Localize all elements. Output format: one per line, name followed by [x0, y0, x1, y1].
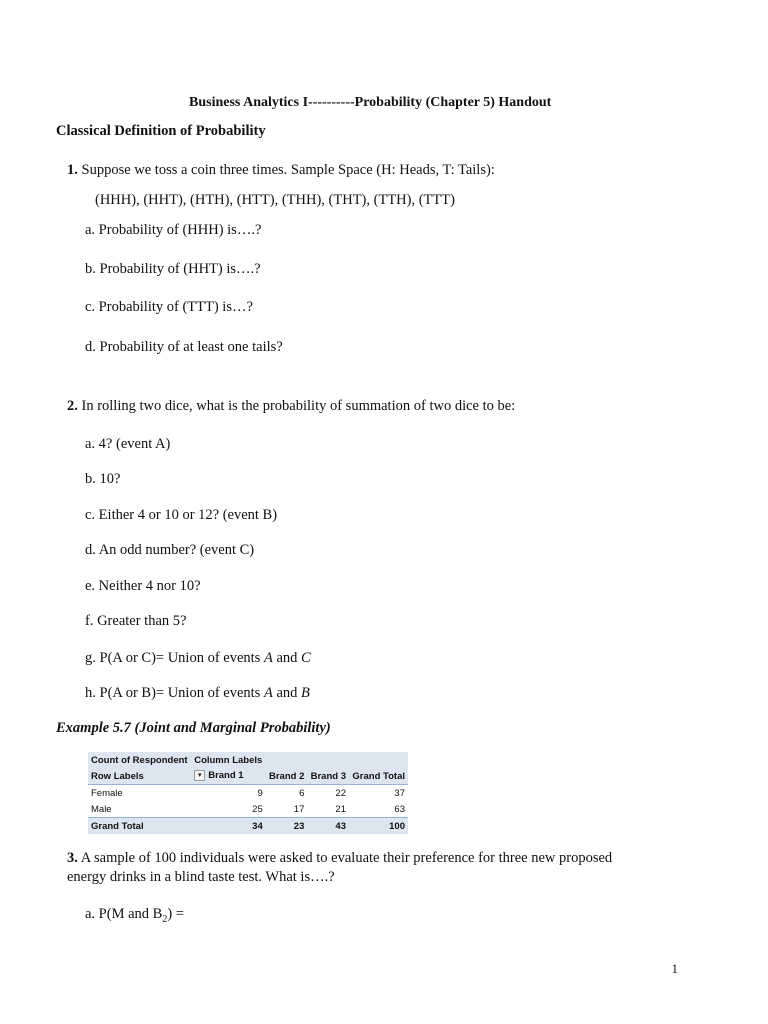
question-2 — [67, 398, 515, 415]
question-2-item — [85, 685, 310, 702]
brand-1-header — [191, 768, 266, 785]
column-labels-text: Column Labels — [194, 754, 263, 766]
row-labels-cell — [88, 768, 191, 785]
question-2-item: c. Either 4 or 10 or 12? (event B) — [85, 507, 278, 523]
item-text: h. P(A or B)= Union of events — [85, 685, 264, 701]
cell: 34 — [191, 818, 266, 835]
header-text: Brand 1 — [208, 770, 244, 782]
pivot-header-row — [88, 752, 408, 768]
brand-2-header: Brand 2 — [266, 768, 308, 785]
question-1-text: Suppose we toss a coin three times. Sample Space (H: Heads, T: Tails): — [81, 162, 495, 178]
item-text: g. P(A or C)= Union of events — [85, 650, 264, 666]
question-2-item: e. Neither 4 nor 10? — [85, 578, 201, 594]
cell: 23 — [266, 818, 308, 835]
pivot-subheader-row — [88, 768, 408, 785]
cell: 43 — [307, 818, 349, 835]
question-3-number: 3. — [67, 850, 78, 866]
question-1-item: b. Probability of (HHT) is….? — [85, 261, 261, 277]
row-label: Grand Total — [88, 818, 191, 835]
column-labels-cell[interactable] — [191, 752, 266, 768]
row-label: Female — [91, 787, 123, 799]
question-1 — [67, 162, 495, 179]
grand-total-header: Grand Total — [349, 768, 408, 785]
event-letter: C — [301, 650, 311, 666]
event-letter: A — [263, 650, 273, 666]
cell: 6 — [299, 787, 305, 799]
cell: 21 — [335, 803, 346, 815]
question-3-item — [85, 906, 184, 925]
count-label: Count of Respondent — [88, 752, 191, 768]
cell: 100 — [349, 818, 408, 835]
cell: 63 — [394, 803, 405, 815]
question-3 — [67, 850, 612, 867]
question-2-item: a. 4? (event A) — [85, 436, 171, 452]
question-2-text: In rolling two dice, what is the probability of summation of two dice to be: — [81, 398, 516, 414]
question-2-number: 2. — [67, 398, 78, 414]
filter-dropdown-icon[interactable]: ▾ — [194, 770, 205, 781]
subscript: 2 — [162, 913, 168, 925]
question-3-line1: A sample of 100 individuals were asked to evaluate their preference for three new proposed — [80, 850, 613, 866]
page-title: Business Analytics I----------Probability (Chapter 5) Handout — [189, 95, 552, 110]
cell: 37 — [394, 787, 405, 799]
question-1-number: 1. — [67, 162, 78, 178]
cell: 17 — [293, 803, 305, 815]
section-heading: Classical Definition of Probability — [56, 123, 266, 139]
grand-total-row — [88, 818, 408, 835]
example-heading: Example 5.7 (Joint and Marginal Probability) — [56, 720, 331, 736]
sample-space: (HHH), (HHT), (HTH), (HTT), (THH), (THT), (TTH), (TTT) — [95, 192, 455, 208]
page-number: 1 — [671, 961, 678, 976]
pivot-table — [88, 752, 408, 834]
table-row — [88, 785, 408, 802]
cell: 9 — [257, 787, 263, 799]
question-1-item: d. Probability of at least one tails? — [85, 339, 283, 355]
item-text: ) = — [167, 906, 184, 922]
item-text: and — [272, 650, 301, 666]
item-text: and — [272, 685, 301, 701]
event-letter: A — [263, 685, 273, 701]
question-1-item: a. Probability of (HHH) is….? — [85, 222, 262, 238]
row-label: Male — [91, 803, 112, 815]
question-2-item: f. Greater than 5? — [85, 613, 187, 629]
question-2-item: b. 10? — [85, 471, 121, 487]
item-text: a. P(M and B — [85, 906, 163, 922]
question-2-item — [85, 650, 311, 667]
event-letter: B — [301, 685, 310, 701]
question-3-line2: energy drinks in a blind taste test. What is….? — [67, 869, 335, 885]
cell: 25 — [252, 803, 263, 815]
table-row — [88, 801, 408, 818]
question-2-item: d. An odd number? (event C) — [85, 542, 255, 558]
row-labels-text: Row Labels — [91, 770, 144, 782]
cell: 22 — [335, 787, 346, 799]
question-1-item: c. Probability of (TTT) is…? — [85, 299, 253, 315]
brand-3-header: Brand 3 — [307, 768, 349, 785]
